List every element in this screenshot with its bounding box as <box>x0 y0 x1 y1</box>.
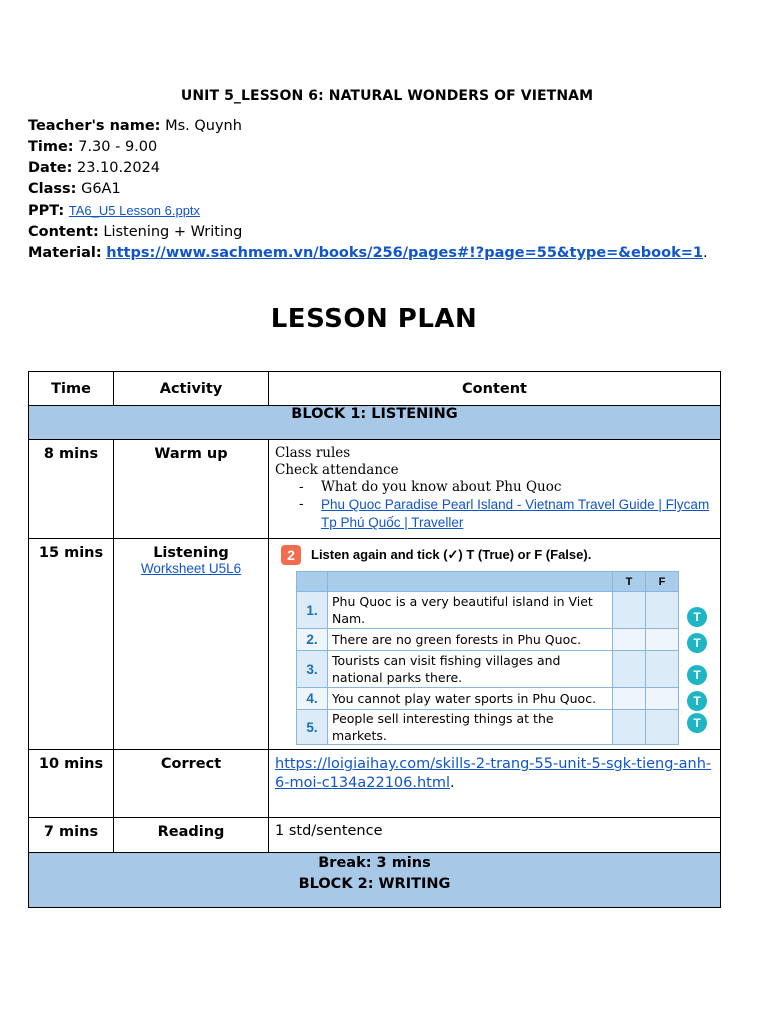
answer-badge: T <box>687 607 707 627</box>
answer-badge: T <box>687 633 707 653</box>
material-end: . <box>702 245 708 261</box>
exercise-row <box>297 651 679 688</box>
answer-badge: T <box>687 691 707 711</box>
block-2-label: BLOCK 2: WRITING <box>298 876 451 892</box>
date-label: Date: <box>28 160 73 176</box>
exercise-row <box>297 688 679 710</box>
ppt-link[interactable]: TA6_U5 Lesson 6.pptx <box>68 203 201 218</box>
content-line: Check attendance <box>275 462 399 478</box>
f-box[interactable] <box>646 688 679 710</box>
lesson-info <box>28 116 708 264</box>
link-end: . <box>450 775 455 791</box>
table-row <box>29 750 721 818</box>
f-box[interactable] <box>646 651 679 688</box>
header-activity: Activity <box>114 372 269 406</box>
material-link[interactable]: https://www.sachmem.vn/books/256/pages#!?page=55&type=&ebook=1 <box>106 245 703 261</box>
t-box[interactable] <box>613 592 646 629</box>
block-2-row <box>29 853 721 908</box>
block-1-row <box>29 406 721 440</box>
list-item: - What do you know about Phu Quoc <box>299 479 714 496</box>
exercise-header <box>281 545 591 565</box>
item-number: 1. <box>297 592 328 629</box>
item-statement: Tourists can visit fishing villages and national parks there. <box>328 651 613 688</box>
exercise-instruction: Listen again and tick (✓) T (True) or F (False). <box>311 547 592 562</box>
table-row <box>29 539 721 750</box>
material-row <box>28 243 708 264</box>
header-t: T <box>613 572 646 592</box>
t-box[interactable] <box>613 688 646 710</box>
row-activity: Reading <box>114 818 269 853</box>
activity-label: Listening <box>153 545 229 561</box>
exercise-table <box>296 571 679 745</box>
f-box[interactable] <box>646 710 679 745</box>
content-label: Content: <box>28 224 99 240</box>
row-activity <box>114 539 269 750</box>
time-row <box>28 137 708 158</box>
block-2-cell <box>29 853 721 908</box>
header-f: F <box>646 572 679 592</box>
f-box[interactable] <box>646 629 679 651</box>
row-time: 10 mins <box>29 750 114 818</box>
date-value: 23.10.2024 <box>72 160 161 176</box>
row-content: 1 std/sentence <box>269 818 721 853</box>
time-label: Time: <box>28 139 74 155</box>
content-bullets <box>275 479 714 532</box>
table-row <box>29 818 721 853</box>
material-label: Material: <box>28 245 102 261</box>
answer-badge: T <box>687 713 707 733</box>
class-row <box>28 179 708 200</box>
row-content <box>269 750 721 818</box>
row-content <box>269 539 721 750</box>
listening-exercise <box>275 541 715 743</box>
table-row <box>29 440 721 539</box>
item-number: 5. <box>297 710 328 745</box>
class-value: G6A1 <box>76 181 121 197</box>
video-link[interactable]: Phu Quoc Paradise Pearl Island - Vietnam Travel Guide | Flycam Tp Phú Quốc | Traveller <box>321 497 710 530</box>
break-label: Break: 3 mins <box>318 855 431 871</box>
exercise-table-header <box>297 572 679 592</box>
answer-badge: T <box>687 665 707 685</box>
header-blank <box>297 572 328 592</box>
block-1-label: BLOCK 1: LISTENING <box>29 406 721 440</box>
teacher-value: Ms. Quynh <box>160 118 242 134</box>
item-number: 3. <box>297 651 328 688</box>
row-activity: Warm up <box>114 440 269 539</box>
lesson-plan-title: LESSON PLAN <box>270 304 478 334</box>
list-item <box>299 496 714 532</box>
t-box[interactable] <box>613 651 646 688</box>
header-time: Time <box>29 372 114 406</box>
item-number: 2. <box>297 629 328 651</box>
row-time: 7 mins <box>29 818 114 853</box>
content-value: Listening + Writing <box>98 224 243 240</box>
header-content: Content <box>269 372 721 406</box>
teacher-row <box>28 116 708 137</box>
t-box[interactable] <box>613 710 646 745</box>
unit-title: UNIT 5_LESSON 6: NATURAL WONDERS OF VIETNAM <box>180 88 594 104</box>
f-box[interactable] <box>646 592 679 629</box>
row-content <box>269 440 721 539</box>
item-statement: There are no green forests in Phu Quoc. <box>328 629 613 651</box>
item-statement: You cannot play water sports in Phu Quoc. <box>328 688 613 710</box>
time-value: 7.30 - 9.00 <box>73 139 158 155</box>
row-activity: Correct <box>114 750 269 818</box>
content-line: Class rules <box>275 445 351 461</box>
ppt-label: PPT: <box>28 203 65 219</box>
row-time: 15 mins <box>29 539 114 750</box>
item-number: 4. <box>297 688 328 710</box>
worksheet-link[interactable]: Worksheet U5L6 <box>140 561 242 576</box>
teacher-label: Teacher's name: <box>28 118 161 134</box>
content-row <box>28 222 708 243</box>
exercise-row <box>297 710 679 745</box>
exercise-row <box>297 629 679 651</box>
class-label: Class: <box>28 181 77 197</box>
date-row <box>28 158 708 179</box>
exercise-number: 2 <box>281 545 301 565</box>
item-statement: Phu Quoc is a very beautiful island in Viet Nam. <box>328 592 613 629</box>
t-box[interactable] <box>613 629 646 651</box>
item-statement: People sell interesting things at the markets. <box>328 710 613 745</box>
lesson-plan-table <box>28 371 721 908</box>
row-time: 8 mins <box>29 440 114 539</box>
header-blank <box>328 572 613 592</box>
exercise-row <box>297 592 679 629</box>
answer-key-link[interactable]: https://loigiaihay.com/skills-2-trang-55-unit-5-sgk-tieng-anh-6-moi-c134a22106.html <box>275 756 712 791</box>
ppt-row <box>28 200 708 222</box>
table-header-row <box>29 372 721 406</box>
